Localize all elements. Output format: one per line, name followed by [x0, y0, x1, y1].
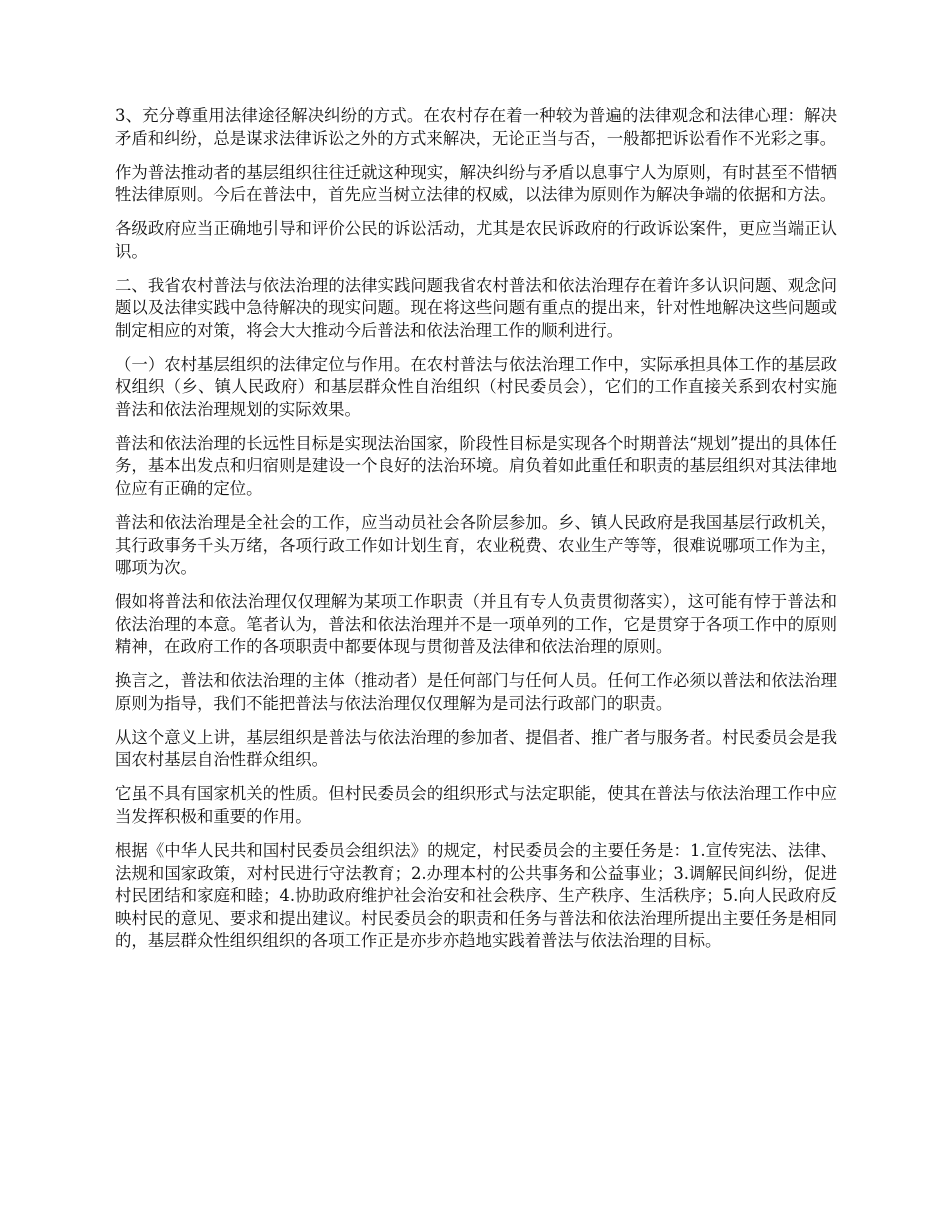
- paragraph-7: 普法和依法治理是全社会的工作，应当动员社会各阶层参加。乡、镇人民政府是我国基层行政机关，其行政事务千头万绪，各项行政工作如计划生育，农业税费、农业生产等等，很难说哪项工作为主，哪项为次。: [115, 513, 837, 578]
- paragraph-3: 各级政府应当正确地引导和评价公民的诉讼活动，尤其是农民诉政府的行政诉讼案件，更应当端正认识。: [115, 219, 837, 261]
- paragraph-12: 根据《中华人民共和国村民委员会组织法》的规定，村民委员会的主要任务是：1.宣传宪法、法律、法规和国家政策，对村民进行守法教育；2.办理本村的公共事务和公益事业；3.调解民间纠纷，促进村民团结和家庭和睦；4.协助政府维护社会治安和社会秩序、生产秩序、生活秩序；5.向人民政府反映村民的意见、要求和提出建议。村民委员会的职责和任务与普法和依法治理所提出主要任务是相同的，基层群众性组织组织的各项工作正是亦步亦趋地实践着普法与依法治理的目标。: [115, 841, 837, 951]
- paragraph-4: 二、我省农村普法与依法治理的法律实践问题我省农村普法和依法治理存在着许多认识问题、观念问题以及法律实践中急待解决的现实问题。现在将这些问题有重点的提出来，针对性地解决这些问题或制定相应的对策，将会大大推动今后普法和依法治理工作的顺利进行。: [115, 275, 837, 340]
- paragraph-11: 它虽不具有国家机关的性质。但村民委员会的组织形式与法定职能，使其在普法与依法治理工作中应当发挥积极和重要的作用。: [115, 784, 837, 826]
- paragraph-6: 普法和依法治理的长远性目标是实现法治国家，阶段性目标是实现各个时期普法“规划”提出的具体任务，基本出发点和归宿则是建设一个良好的法治环境。肩负着如此重任和职责的基层组织对其法律地位应有正确的定位。: [115, 433, 837, 498]
- paragraph-8: 假如将普法和依法治理仅仅理解为某项工作职责（并且有专人负责贯彻落实），这可能有悖于普法和依法治理的本意。笔者认为，普法和依法治理并不是一项单列的工作，它是贯穿于各项工作中的原则精神，在政府工作的各项职责中都要体现与贯彻普及法律和依法治理的原则。: [115, 592, 837, 657]
- paragraph-10: 从这个意义上讲，基层组织是普法与依法治理的参加者、提倡者、推广者与服务者。村民委员会是我国农村基层自治性群众组织。: [115, 727, 837, 770]
- document-body: [115, 105, 837, 964]
- paragraph-2: 作为普法推动者的基层组织往往迁就这种现实，解决纠纷与矛盾以息事宁人为原则，有时甚至不惜牺牲法律原则。今后在普法中，首先应当树立法律的权威，以法律为原则作为解决争端的依据和方法。: [115, 162, 837, 205]
- paragraph-1: 3、充分尊重用法律途径解决纠纷的方式。在农村存在着一种较为普遍的法律观念和法律心理：解决矛盾和纠纷，总是谋求法律诉讼之外的方式来解决，无论正当与否，一般都把诉讼看作不光彩之事。: [115, 106, 837, 148]
- paragraph-9: 换言之，普法和依法治理的主体（推动者）是任何部门与任何人员。任何工作必须以普法和依法治理原则为指导，我们不能把普法与依法治理仅仅理解为是司法行政部门的职责。: [115, 671, 837, 713]
- paragraph-5: （一）农村基层组织的法律定位与作用。在农村普法与依法治理工作中，实际承担具体工作的基层政权组织（乡、镇人民政府）和基层群众性自治组织（村民委员会），它们的工作直接关系到农村实施普法和依法治理规划的实际效果。: [115, 354, 837, 419]
